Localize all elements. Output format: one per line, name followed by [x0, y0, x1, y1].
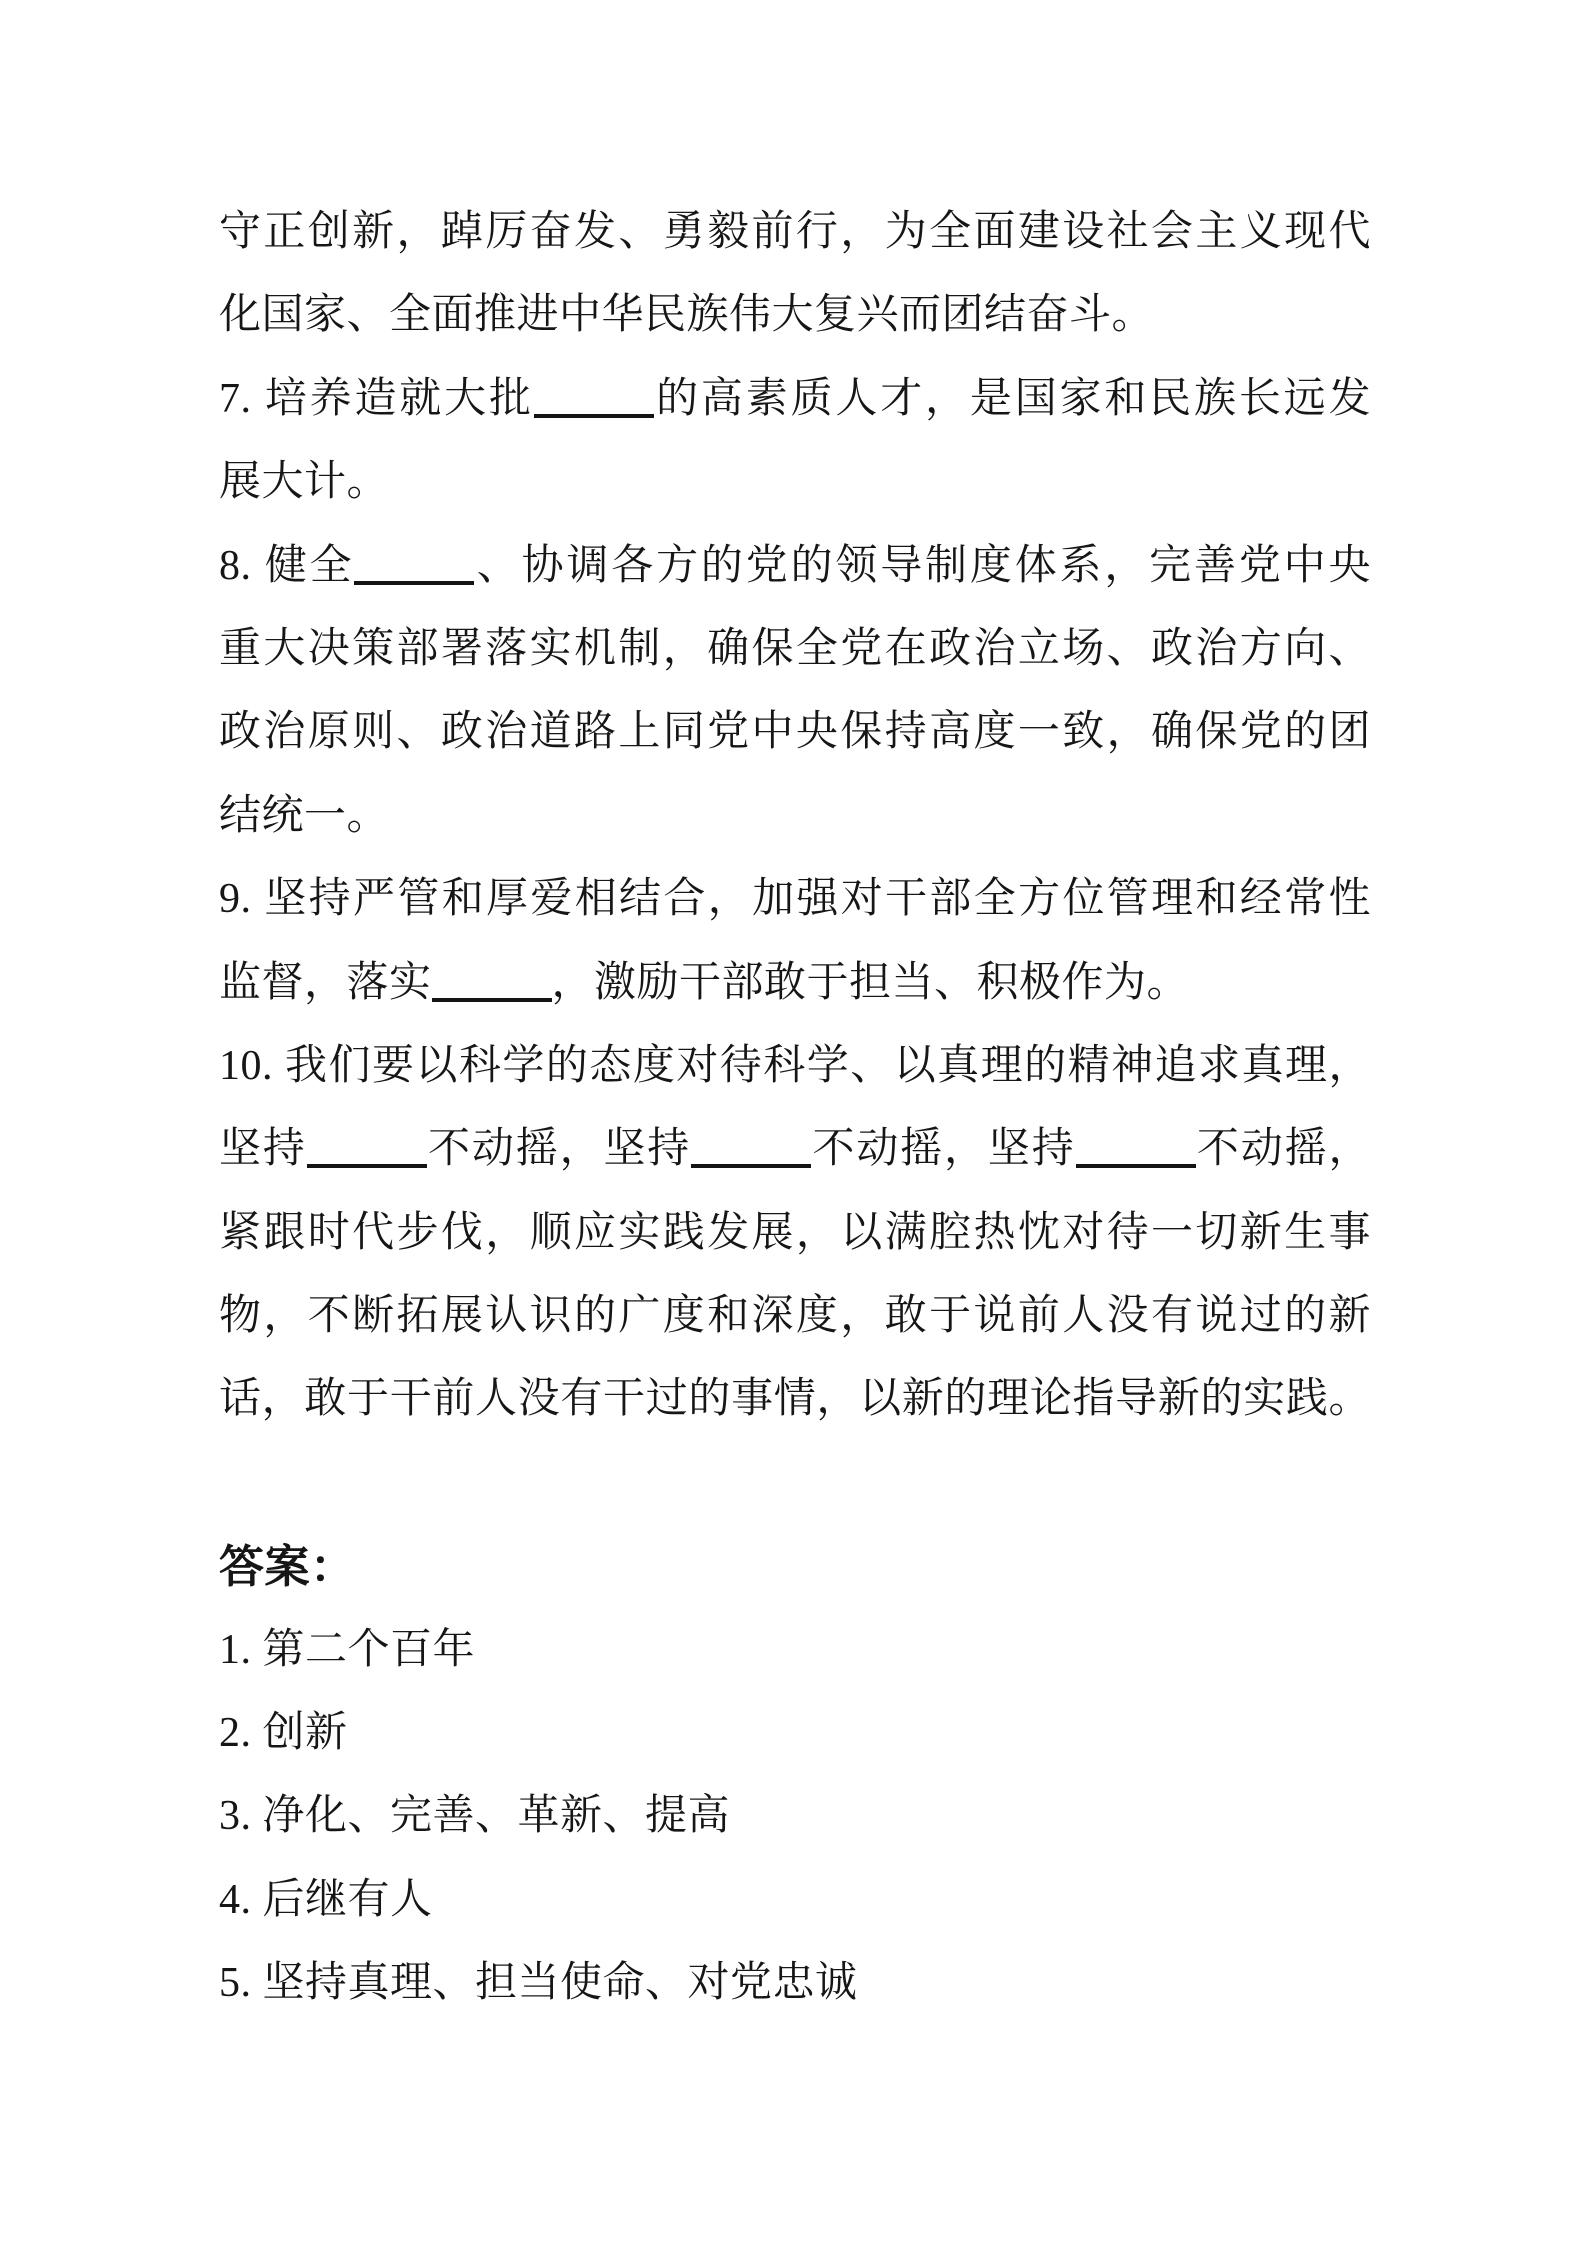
text-segment: 物，不断拓展认识的广度和深度，敢于说前人没有说过的新: [219, 1293, 1371, 1340]
text-segment: 监督，落实: [219, 959, 432, 1006]
text-segment: 10. 我们要以科学的态度对待科学、以真理的精神追求真理，: [219, 1042, 1371, 1089]
text-line: [219, 1358, 1371, 1441]
text-segment: 4. 后继有人: [219, 1876, 433, 1923]
text-line: [219, 1942, 1371, 2025]
fill-in-blank-underline: [432, 992, 552, 1002]
fill-in-blank-underline: [691, 1158, 811, 1168]
text-line: [219, 1108, 1371, 1191]
text-segment: 话，敢于干前人没有干过的事情，以新的理论指导新的实践。: [219, 1376, 1371, 1423]
fill-in-blank-underline: [354, 575, 474, 585]
text-line: [219, 1775, 1371, 1858]
text-line: [219, 274, 1371, 357]
text-segment: 紧跟时代步伐，顺应实践发展，以满腔热忱对待一切新生事: [219, 1209, 1371, 1256]
fill-in-blank-underline: [307, 1158, 427, 1168]
text-segment: 答案：: [219, 1541, 356, 1593]
text-segment: ，激励干部敢于担当、积极作为。: [551, 959, 1190, 1006]
text-segment: 8. 健全: [219, 542, 355, 589]
text-segment: 不动摇，: [1195, 1126, 1371, 1173]
question-7: [219, 358, 1371, 525]
text-line: [219, 441, 1371, 524]
blank-line: [219, 1442, 1371, 1525]
text-line: [219, 858, 1371, 941]
text-segment: 不动摇，坚持: [811, 1126, 1076, 1173]
text-segment: 2. 创新: [219, 1710, 348, 1757]
text-line: [219, 608, 1371, 691]
text-segment: 守正创新，踔厉奋发、勇毅前行，为全面建设社会主义现代: [219, 209, 1371, 255]
text-segment: 5. 坚持真理、担当使命、对党忠诚: [219, 1960, 858, 2007]
fill-in-blank-underline: [1076, 1158, 1196, 1168]
text-line: [219, 1609, 1371, 1692]
text-line: [219, 525, 1371, 608]
text-line: [219, 942, 1371, 1025]
text-segment: 坚持: [219, 1126, 307, 1173]
text-line: [219, 1692, 1371, 1775]
text-line: [219, 775, 1371, 858]
text-segment: 结统一。: [219, 792, 390, 839]
document-body: [219, 191, 1371, 2026]
answers-list: [219, 1609, 1371, 2026]
text-segment: 政治原则、政治道路上同党中央保持高度一致，确保党的团: [219, 709, 1371, 756]
answers-heading-line: [219, 1525, 1371, 1608]
text-line: [219, 1025, 1371, 1108]
text-segment: 3. 净化、完善、革新、提高: [219, 1793, 731, 1840]
question-9: [219, 858, 1371, 1025]
text-line: [219, 1275, 1371, 1358]
intro-continued: [219, 191, 1371, 358]
question-10: [219, 1025, 1371, 1442]
text-line: [219, 1192, 1371, 1275]
text-segment: 展大计。: [219, 459, 390, 506]
text-line: [219, 191, 1371, 274]
text-segment: 9. 坚持严管和厚爱相结合，加强对干部全方位管理和经常性: [219, 876, 1371, 923]
text-line: [219, 358, 1371, 441]
answers-heading: [219, 1525, 1371, 1608]
text-segment: 的高素质人才，是国家和民族长远发: [653, 375, 1371, 422]
text-line: [219, 1859, 1371, 1942]
text-segment: 重大决策部署落实机制，确保全党在政治立场、政治方向、: [219, 625, 1371, 672]
text-segment: 、协调各方的党的领导制度体系，完善党中央: [474, 542, 1371, 589]
text-segment: 不动摇，坚持: [426, 1126, 692, 1173]
blank-spacer: [219, 1442, 1371, 1525]
text-line: [219, 691, 1371, 774]
text-segment: 化国家、全面推进中华民族伟大复兴而团结奋斗。: [219, 292, 1155, 339]
fill-in-blank-underline: [534, 408, 654, 418]
text-segment: 1. 第二个百年: [219, 1626, 476, 1673]
question-8: [219, 525, 1371, 859]
text-segment: 7. 培养造就大批: [219, 375, 534, 422]
